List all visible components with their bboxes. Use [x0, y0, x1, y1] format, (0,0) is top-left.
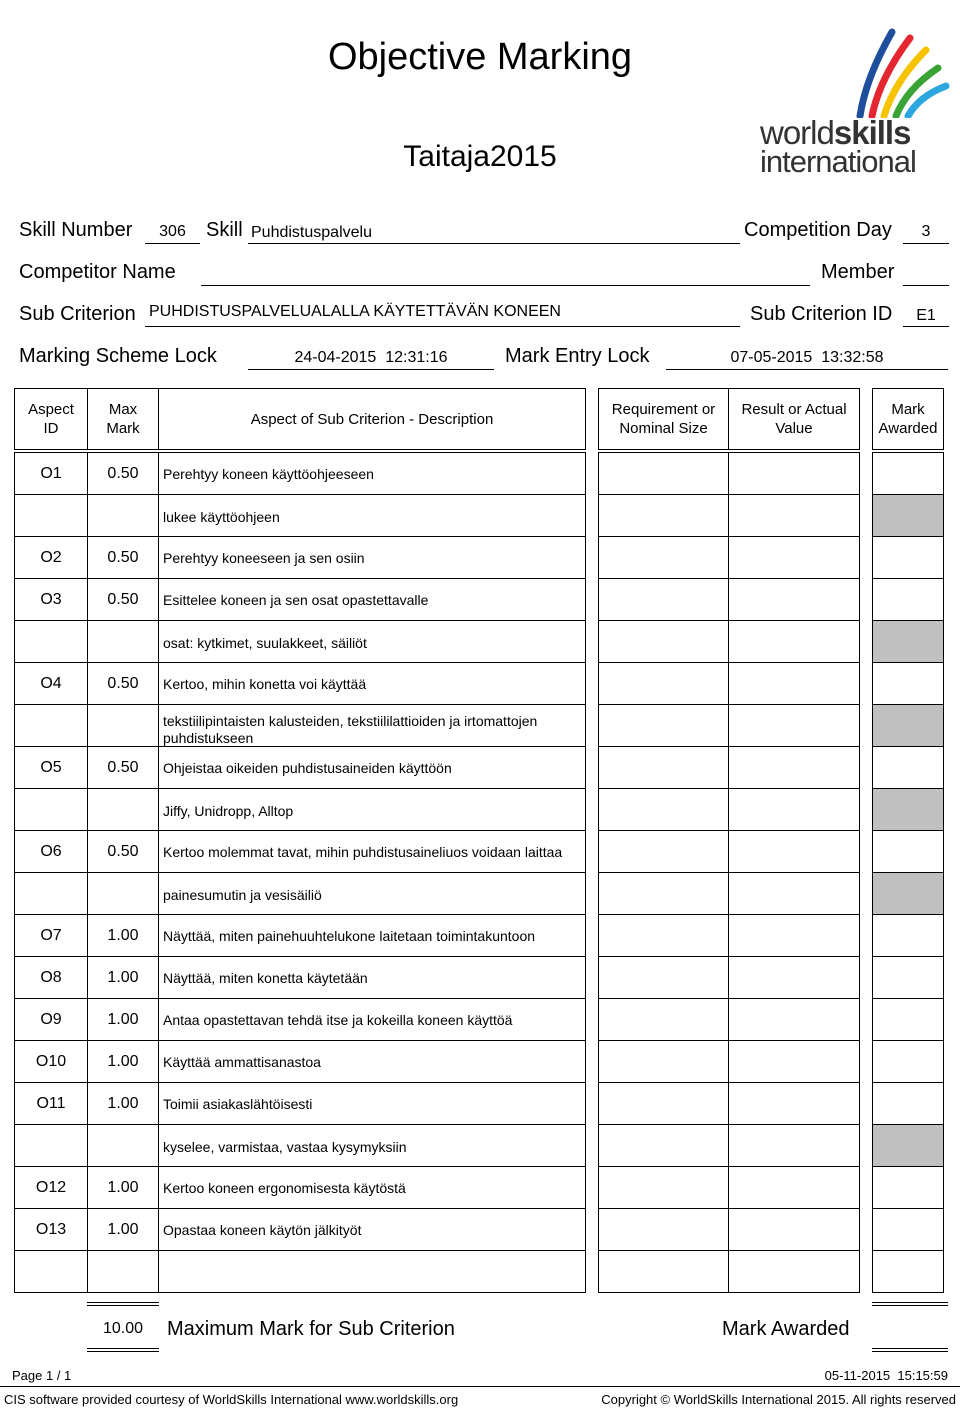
requirement-cell: [598, 578, 729, 621]
description-text: Jiffy, Unidropp, Alltop: [163, 803, 294, 819]
mark-awarded-cell[interactable]: [872, 788, 944, 831]
description-cell: [158, 662, 586, 705]
requirement-cell: [598, 620, 729, 663]
description-text: Näyttää, miten konetta käytetään: [163, 970, 368, 986]
aspect-id-text: O3: [40, 591, 62, 608]
footer-copyright: Copyright © WorldSkills International 2015. All rights reserved: [601, 1392, 956, 1407]
max-mark-text: 0.50: [107, 675, 139, 692]
aspect-id-text: O8: [40, 969, 62, 986]
aspect-id-cell: [14, 536, 88, 579]
max-mark-cell: [87, 1250, 159, 1293]
aspect-id-cell: [14, 1166, 88, 1209]
competitor-name-line: [201, 285, 810, 286]
aspect-id-cell: [14, 746, 88, 789]
logo-world-text: world: [760, 114, 834, 151]
result-cell: [728, 578, 860, 621]
requirement-cell: [598, 704, 729, 747]
mark-awarded-cell[interactable]: [872, 662, 944, 705]
logo-skills-text: skills: [833, 114, 911, 151]
max-mark-text: 1.00: [107, 1095, 139, 1112]
requirement-cell: [598, 788, 729, 831]
max-mark-text: 1.00: [107, 927, 139, 944]
requirement-cell: [598, 914, 729, 957]
page-title: Objective Marking: [327, 36, 633, 78]
aspect-id-text: O10: [35, 1053, 67, 1070]
aspect-id-text: O7: [40, 927, 62, 944]
result-cell: [728, 1208, 860, 1251]
sub-criterion-value: PUHDISTUSPALVELUALALLA KÄYTETTÄVÄN KONEEN: [149, 303, 561, 320]
mark-awarded-cell[interactable]: [872, 1250, 944, 1293]
max-total-value: 10.00: [102, 1320, 144, 1337]
aspect-id-text: O4: [40, 675, 62, 692]
competition-day-label: Competition Day: [744, 219, 892, 241]
mark-awarded-cell[interactable]: [872, 578, 944, 621]
mark-awarded-cell[interactable]: [872, 494, 944, 537]
logo-international-text: international: [760, 144, 916, 179]
max-mark-cell: [87, 1208, 159, 1251]
printed-timestamp: 05-11-2015 15:15:59: [824, 1368, 948, 1383]
mark-awarded-cell[interactable]: [872, 704, 944, 747]
result-cell: [728, 536, 860, 579]
aspect-id-text: O1: [40, 465, 62, 482]
header-description: Aspect of Sub Criterion - Description: [158, 388, 586, 450]
member-label: Member: [821, 261, 895, 283]
description-text: Opastaa koneen käytön jälkityöt: [163, 1222, 362, 1238]
result-cell: [728, 914, 860, 957]
result-cell: [728, 452, 860, 495]
description-cell: [158, 620, 586, 663]
competition-name: Taitaja2015: [403, 140, 557, 173]
result-cell: [728, 704, 860, 747]
requirement-cell: [598, 956, 729, 999]
skill-label: Skill: [206, 219, 243, 241]
description-text: Antaa opastettavan tehdä itse ja kokeilla koneen käyttöä: [163, 1012, 513, 1028]
aspect-id-text: O5: [40, 759, 62, 776]
max-mark-cell: [87, 914, 159, 957]
result-cell: [728, 1082, 860, 1125]
aspect-id-text: O2: [40, 549, 62, 566]
mark-awarded-cell[interactable]: [872, 536, 944, 579]
mark-awarded-cell[interactable]: [872, 998, 944, 1041]
aspect-id-cell: [14, 662, 88, 705]
mark-awarded-cell[interactable]: [872, 956, 944, 999]
aspect-id-cell: [14, 1040, 88, 1083]
description-text: Perehtyy koneeseen ja sen osiin: [163, 550, 365, 566]
max-total-double-line-bottom: [87, 1348, 159, 1352]
description-cell: [158, 1250, 586, 1293]
result-cell: [728, 788, 860, 831]
description-cell: [158, 452, 586, 495]
max-mark-text: 0.50: [107, 465, 139, 482]
result-cell: [728, 746, 860, 789]
result-cell: [728, 494, 860, 537]
description-cell: [158, 956, 586, 999]
skill-number-line: [145, 243, 200, 244]
description-text: lukee käyttöohjeen: [163, 509, 280, 525]
mark-awarded-cell[interactable]: [872, 1040, 944, 1083]
member-line: [903, 285, 949, 286]
max-mark-cell: [87, 788, 159, 831]
max-mark-cell: [87, 998, 159, 1041]
description-cell: [158, 788, 586, 831]
description-cell: [158, 578, 586, 621]
aspect-id-cell: [14, 1208, 88, 1251]
mark-awarded-cell[interactable]: [872, 452, 944, 495]
mark-awarded-cell[interactable]: [872, 1208, 944, 1251]
worldskills-swirl-icon: [840, 28, 950, 118]
aspect-id-cell: [14, 788, 88, 831]
max-mark-label: Maximum Mark for Sub Criterion: [167, 1318, 455, 1340]
requirement-cell: [598, 1166, 729, 1209]
requirement-cell: [598, 830, 729, 873]
description-cell: [158, 830, 586, 873]
aspect-id-text: O11: [36, 1095, 66, 1112]
mark-awarded-cell[interactable]: [872, 914, 944, 957]
description-cell: [158, 1166, 586, 1209]
mark-awarded-cell[interactable]: [872, 1166, 944, 1209]
footer-credit: CIS software provided courtesy of WorldSkills International www.worldskills.org: [4, 1392, 459, 1407]
max-mark-cell: [87, 452, 159, 495]
max-mark-cell: [87, 620, 159, 663]
competition-day-line: [903, 243, 949, 244]
requirement-cell: [598, 452, 729, 495]
max-mark-cell: [87, 704, 159, 747]
header-requirement: Requirement or Nominal Size: [598, 388, 729, 450]
description-text: kyselee, varmistaa, vastaa kysymyksiin: [163, 1139, 407, 1155]
result-cell: [728, 1250, 860, 1293]
result-cell: [728, 872, 860, 915]
description-cell: [158, 536, 586, 579]
description-cell: [158, 494, 586, 537]
competition-day-value: 3: [921, 223, 931, 240]
requirement-cell: [598, 1082, 729, 1125]
skill-line: [248, 243, 740, 244]
result-cell: [728, 662, 860, 705]
mark-entry-lock-label: Mark Entry Lock: [505, 345, 650, 367]
max-mark-cell: [87, 1040, 159, 1083]
requirement-cell: [598, 1040, 729, 1083]
description-cell: [158, 1082, 586, 1125]
awarded-total-double-line-bottom: [872, 1348, 948, 1352]
max-mark-cell: [87, 578, 159, 621]
marking-scheme-lock-label: Marking Scheme Lock: [19, 345, 217, 367]
max-mark-text: 1.00: [107, 1053, 139, 1070]
mark-awarded-cell[interactable]: [872, 746, 944, 789]
max-mark-text: 0.50: [107, 759, 139, 776]
aspect-id-cell: [14, 830, 88, 873]
max-total-double-line-top: [87, 1302, 159, 1306]
description-cell: [158, 872, 586, 915]
max-mark-cell: [87, 872, 159, 915]
description-text: Perehtyy koneen käyttöohjeeseen: [163, 466, 374, 482]
mark-awarded-cell[interactable]: [872, 1082, 944, 1125]
result-cell: [728, 620, 860, 663]
max-mark-cell: [87, 830, 159, 873]
description-text: Ohjeistaa oikeiden puhdistusaineiden käyttöön: [163, 760, 452, 776]
mark-awarded-cell[interactable]: [872, 1124, 944, 1167]
sub-criterion-id-line: [903, 326, 949, 327]
description-text: Kertoo, mihin konetta voi käyttää: [163, 676, 367, 692]
aspect-id-cell: [14, 452, 88, 495]
awarded-total-double-line-top: [872, 1302, 948, 1306]
aspect-id-cell: [14, 704, 88, 747]
aspect-id-cell: [14, 1124, 88, 1167]
description-cell: [158, 1040, 586, 1083]
max-mark-text: 0.50: [107, 843, 139, 860]
requirement-cell: [598, 998, 729, 1041]
result-cell: [728, 830, 860, 873]
requirement-cell: [598, 1250, 729, 1293]
max-mark-cell: [87, 1082, 159, 1125]
description-cell: [158, 914, 586, 957]
sub-criterion-line: [145, 326, 740, 327]
result-cell: [728, 1040, 860, 1083]
skill-value: Puhdistuspalvelu: [251, 224, 372, 241]
marking-scheme-lock-line: [248, 369, 494, 370]
aspect-id-cell: [14, 494, 88, 537]
max-mark-text: 1.00: [107, 1179, 139, 1196]
mark-awarded-cell[interactable]: [872, 872, 944, 915]
max-mark-text: 0.50: [107, 549, 139, 566]
aspect-id-cell: [14, 914, 88, 957]
description-cell: [158, 704, 586, 747]
max-mark-text: 0.50: [107, 591, 139, 608]
competitor-name-label: Competitor Name: [19, 261, 176, 283]
worldskills-logo: [760, 28, 950, 178]
result-cell: [728, 956, 860, 999]
aspect-id-cell: [14, 872, 88, 915]
result-cell: [728, 998, 860, 1041]
result-cell: [728, 1124, 860, 1167]
aspect-id-cell: [14, 998, 88, 1041]
aspect-id-text: O13: [35, 1221, 67, 1238]
requirement-cell: [598, 662, 729, 705]
aspect-id-cell: [14, 620, 88, 663]
header-result: Result or Actual Value: [728, 388, 860, 450]
description-cell: [158, 1124, 586, 1167]
description-text: Kertoo molemmat tavat, mihin puhdistusaineliuos voidaan laittaa: [163, 844, 563, 860]
mark-entry-lock-line: [666, 369, 948, 370]
skill-number-label: Skill Number: [19, 219, 133, 241]
max-mark-cell: [87, 1124, 159, 1167]
description-text: tekstiilipintaisten kalusteiden, tekstiililattioiden ja irtomattojen puhdistukseen: [163, 713, 538, 746]
page-number: Page 1 / 1: [12, 1368, 72, 1383]
requirement-cell: [598, 746, 729, 789]
max-mark-text: 1.00: [107, 969, 139, 986]
requirement-cell: [598, 872, 729, 915]
footer-rule: [0, 1386, 960, 1387]
skill-number-value: 306: [159, 223, 186, 240]
description-text: Käyttää ammattisanastoa: [163, 1054, 321, 1070]
sub-criterion-id-value: E1: [916, 307, 936, 324]
max-mark-cell: [87, 662, 159, 705]
requirement-cell: [598, 1208, 729, 1251]
sub-criterion-label: Sub Criterion: [19, 303, 136, 325]
description-cell: [158, 1208, 586, 1251]
requirement-cell: [598, 1124, 729, 1167]
header-aspect-id: Aspect ID: [14, 388, 88, 450]
description-text: Toimii asiakaslähtöisesti: [163, 1096, 313, 1112]
aspect-id-cell: [14, 1082, 88, 1125]
aspect-id-text: O12: [35, 1179, 67, 1196]
max-mark-text: 1.00: [107, 1221, 139, 1238]
aspect-id-cell: [14, 956, 88, 999]
marking-scheme-lock-value: 24-04-2015 12:31:16: [294, 349, 448, 366]
description-text: osat: kytkimet, suulakkeet, säiliöt: [163, 635, 367, 651]
mark-awarded-total-label: Mark Awarded: [722, 1318, 850, 1340]
description-text: Näyttää, miten painehuuhtelukone laitetaan toimintakuntoon: [163, 928, 536, 944]
mark-awarded-cell[interactable]: [872, 830, 944, 873]
requirement-cell: [598, 536, 729, 579]
max-mark-cell: [87, 746, 159, 789]
max-mark-cell: [87, 1166, 159, 1209]
max-mark-cell: [87, 536, 159, 579]
aspect-id-cell: [14, 578, 88, 621]
description-cell: [158, 746, 586, 789]
header-mark-awarded: Mark Awarded: [872, 388, 944, 450]
requirement-cell: [598, 494, 729, 537]
max-mark-cell: [87, 956, 159, 999]
mark-entry-lock-value: 07-05-2015 13:32:58: [730, 349, 884, 366]
header-max-mark: Max Mark: [87, 388, 159, 450]
aspect-id-text: O6: [40, 843, 62, 860]
max-mark-cell: [87, 494, 159, 537]
aspect-id-text: O9: [40, 1011, 62, 1028]
description-cell: [158, 998, 586, 1041]
description-text: Esittelee koneen ja sen osat opastettavalle: [163, 592, 429, 608]
max-mark-text: 1.00: [107, 1011, 139, 1028]
result-cell: [728, 1166, 860, 1209]
sub-criterion-id-label: Sub Criterion ID: [750, 303, 893, 325]
description-text: Kertoo koneen ergonomisesta käytöstä: [163, 1180, 406, 1196]
aspect-id-cell: [14, 1250, 88, 1293]
mark-awarded-cell[interactable]: [872, 620, 944, 663]
description-text: painesumutin ja vesisäiliö: [163, 887, 322, 903]
